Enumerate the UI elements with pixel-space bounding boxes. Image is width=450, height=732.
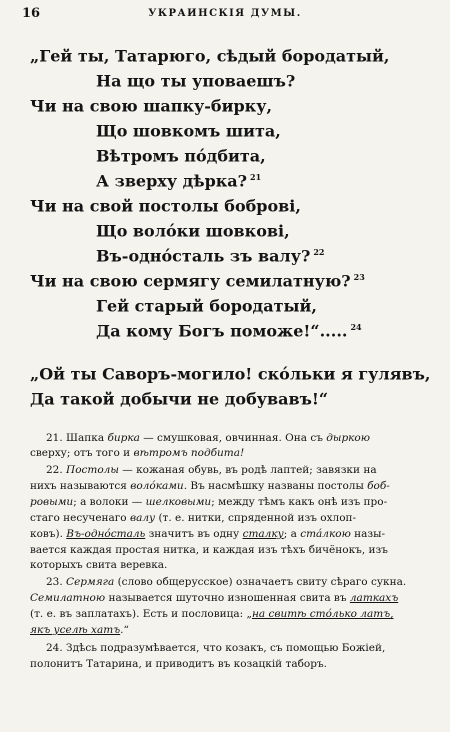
verse-line: Да такой добычи не добувавъ!“	[30, 389, 329, 409]
footnote-line: сверху; отъ того и вѣтромъ подбита!	[30, 447, 245, 459]
footnote-line: 23. Сермяга (слово общерусское) означаетъ свиту сѣрагo сукна.	[46, 576, 407, 588]
footnote-line: вается каждая простая нитка, и каждая изъ тѣхъ бичёнокъ, изъ	[30, 544, 388, 556]
footnote-line: ровыми; а волоки — шелковыми; между тѣмъ какъ онѣ изъ про-	[30, 496, 388, 508]
page-header	[22, 6, 428, 22]
verse-line: Що шовкомъ шита,	[96, 121, 281, 141]
footnote-line: нихъ называются волóками. Въ насмѣшку названы постолы боб-	[30, 480, 390, 492]
verse-line: А зверху дѣрка? $^{21}$	[96, 171, 262, 191]
verse-line: Чи на свой постолы боброві,	[30, 196, 301, 216]
footnote-line: стаго несученаго валу (т. е. нитки, спряденной изъ охлоп-	[30, 512, 357, 524]
verse-line: Въ-однóсталь зъ валу? $^{22}$	[96, 246, 325, 266]
verse-line: „Гей ты, Татарюго, сѣдый бородатый,	[30, 46, 390, 66]
page-number: 16	[22, 6, 41, 21]
running-head: УКРАИНСКІЯ ДУМЫ.	[148, 8, 302, 19]
footnote-line: якъ уселѣ хатъ.“	[30, 624, 129, 636]
footnote-line: 21. Шапка бирка — смушковая, овчинная. Она съ дыркою	[46, 432, 370, 444]
footnote-line: 22. Постолы — кожаная обувь, въ родѣ лаптей; завязки на	[46, 464, 377, 476]
footnote-line: 24. Здѣсь подразумѣвается, что козакъ, съ помощью Божіей,	[46, 642, 386, 654]
verse-line: „Ой ты Саворъ-могило! скóльки я гулявъ,	[30, 364, 431, 384]
verse-line: Да кому Богъ поможе!“..... $^{24}$	[96, 321, 362, 341]
footnote-line: Семилатною называется шуточно изношенная свита въ латкахъ	[30, 592, 399, 604]
verse-line: Що волóки шовкові,	[96, 221, 290, 241]
verse-line: Чи на свою сермягу семилатную? $^{23}$	[30, 271, 365, 291]
footnote-line: которыхъ свита веревка.	[30, 559, 168, 571]
footnote-line: ковъ). Въ-однóсталь значитъ въ одну сталку; а стáлкою назы-	[30, 528, 386, 540]
verse-line: На що ты уповаешъ?	[96, 71, 296, 91]
verse-line: Чи на свою шапку-бирку,	[30, 96, 273, 116]
footnote-line: (т. е. въ заплатахъ). Есть и пословица: „на свитѣ стóлько латъ,	[30, 608, 394, 620]
verse-line: Гей старый бородатый,	[96, 296, 317, 316]
footnote-line: полонитъ Татарина, и приводитъ въ козацкій таборъ.	[30, 658, 327, 670]
verse-line: Вѣтромъ пóдбита,	[96, 146, 266, 166]
